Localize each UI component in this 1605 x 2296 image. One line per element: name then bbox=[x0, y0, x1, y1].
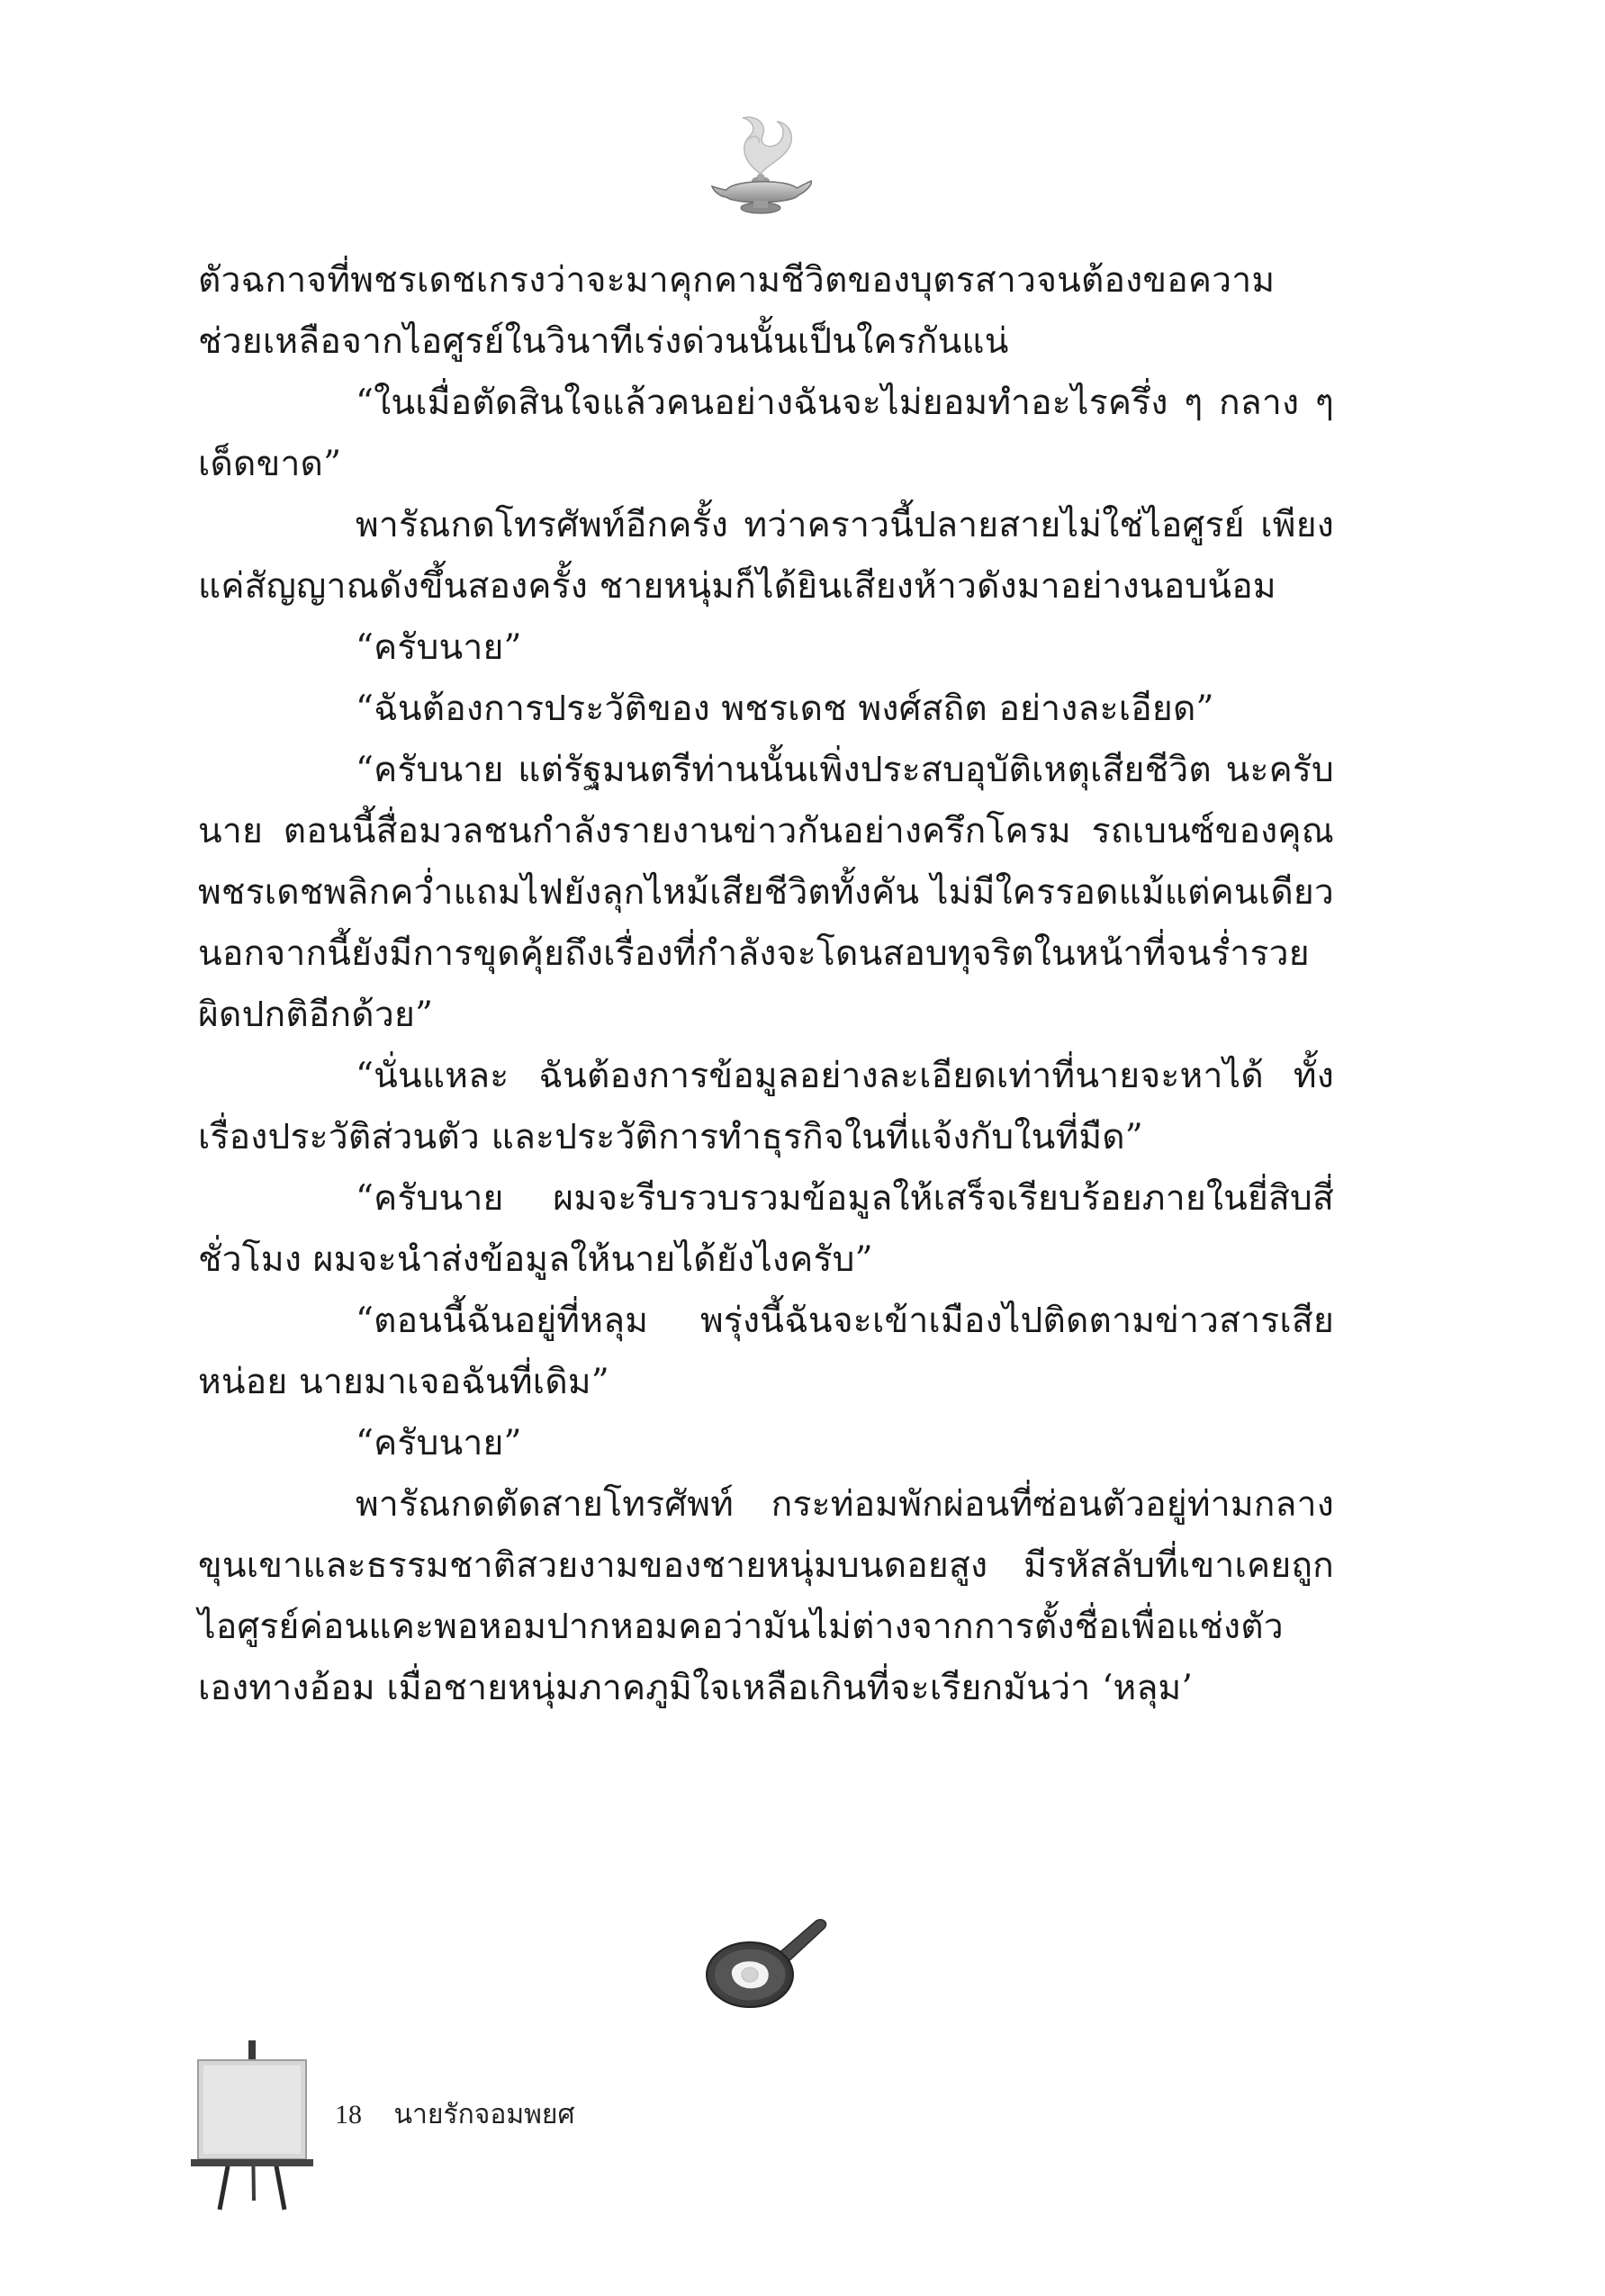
paragraph: “ในเมื่อตัดสินใจแล้วคนอย่างฉันจะไม่ยอมทำอะไรครึ่ง ๆ กลาง ๆ เด็ดขาด” bbox=[198, 383, 1334, 484]
paragraph: “ครับนาย” bbox=[356, 1423, 522, 1463]
paragraph: พารัณกดตัดสายโทรศัพท์ กระท่อมพักผ่อนที่ซ่อนตัวอยู่ท่ามกลางขุนเขาและธรรมชาติสวยงามของชายหนุ่มบนดอยสูง มีรหัสลับที่เขาเคยถูกไอศูรย์ค่อนแคะพอหอมปากหอมคอว่ามันไม่ต่างจากการตั้งชื่อเพื่อแช่งตัวเองทางอ้อม เมื่อชายหนุ่มภาคภูมิใจเหลือเกินที่จะเรียกมันว่า ‘หลุม’ bbox=[198, 1484, 1334, 1708]
paragraph: “ครับนาย” bbox=[356, 627, 522, 668]
paragraph: “ครับนาย แต่รัฐมนตรีท่านนั้นเพิ่งประสบอุบัติเหตุเสียชีวิต นะครับนาย ตอนนี้สื่อมวลชนกำลังรายงานข่าวกันอย่างครึกโครม รถเบนซ์ของคุณพชรเดชพลิกคว่ำแถมไฟยังลุกไหม้เสียชีวิตทั้งคัน ไม่มีใครรอดแม้แต่คนเดียว นอกจากนี้ยังมีการขุดคุ้ยถึงเรื่องที่กำลังจะโดนสอบทุจริตในหน้าที่จนร่ำรวยผิดปกติอีกด้วย” bbox=[198, 750, 1334, 1035]
book-title: นายรักจอมพยศ bbox=[393, 2099, 575, 2130]
easel-icon bbox=[189, 2039, 315, 2214]
paragraph: ตัวฉกาจที่พชรเดชเกรงว่าจะมาคุกคามชีวิตของบุตรสาวจนต้องขอความช่วยเหลือจากไอศูรย์ในวินาทีเร่งด่วนนั้นเป็นใครกันแน่ bbox=[198, 260, 1276, 362]
paragraph: พารัณกดโทรศัพท์อีกครั้ง ทว่าคราวนี้ปลายสายไม่ใช่ไอศูรย์ เพียงแค่สัญญาณดังขึ้นสองครั้ง ชายหนุ่มก็ได้ยินเสียงห้าวดังมาอย่างนอบน้อม bbox=[198, 505, 1334, 607]
paragraph: “ฉันต้องการประวัติของ พชรเดช พงศ์สถิต อย่างละเอียด” bbox=[356, 689, 1214, 729]
body-text bbox=[198, 250, 1334, 1719]
genie-lamp-icon bbox=[698, 104, 824, 230]
paragraph: “ตอนนี้ฉันอยู่ที่หลุม พรุ่งนี้ฉันจะเข้าเมืองไปติดตามข่าวสารเสียหน่อย นายมาเจอฉันที่เดิม” bbox=[198, 1301, 1334, 1402]
page-number: 18 bbox=[335, 2100, 362, 2129]
paragraph: “นั่นแหละ ฉันต้องการข้อมูลอย่างละเอียดเท่าที่นายจะหาได้ ทั้งเรื่องประวัติส่วนตัว และประวัติการทำธุรกิจในที่แจ้งกับในที่มืด” bbox=[198, 1056, 1334, 1157]
page-footer bbox=[335, 2097, 575, 2133]
paragraph: “ครับนาย ผมจะรีบรวบรวมข้อมูลให้เสร็จเรียบร้อยภายในยี่สิบสี่ชั่วโมง ผมจะนำส่งข้อมูลให้นายได้ยังไงครับ” bbox=[198, 1178, 1334, 1280]
frying-pan-egg-icon bbox=[698, 1908, 833, 2016]
